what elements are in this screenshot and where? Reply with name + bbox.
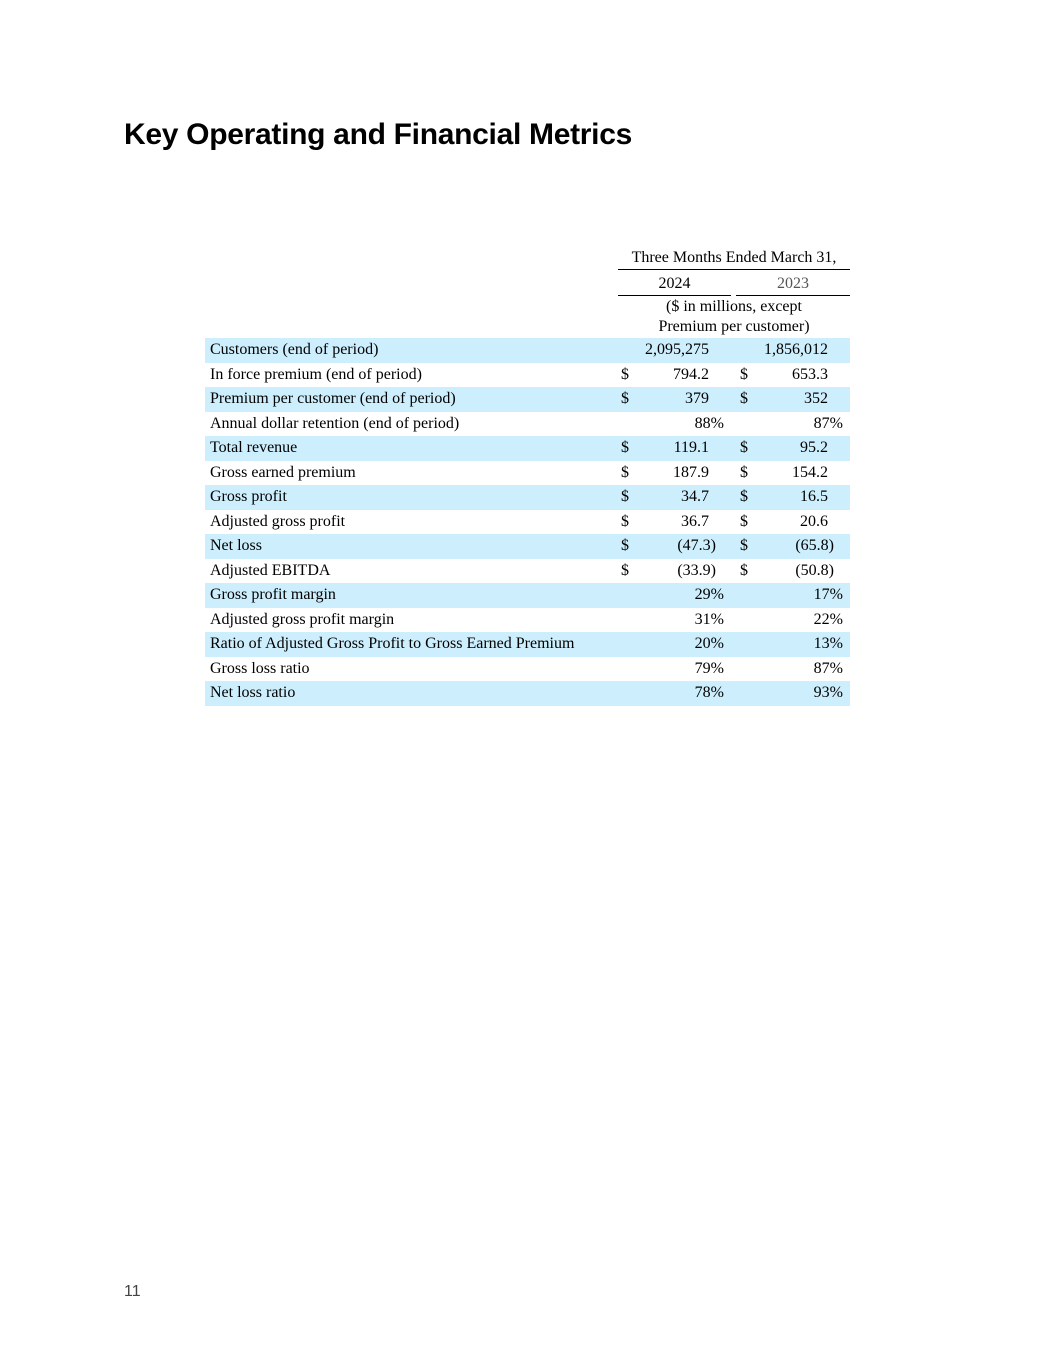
table-row — [205, 681, 850, 706]
currency-2023: $ — [740, 463, 748, 481]
value-2024: (33.9) — [677, 561, 716, 579]
value-2023: 653.3 — [792, 365, 828, 383]
value-2023: 16.5 — [800, 488, 828, 505]
row-label: Customers (end of period) — [210, 341, 379, 358]
table-row — [205, 608, 850, 633]
value-2023: (65.8) — [795, 537, 834, 554]
value-2024: 78% — [694, 684, 724, 701]
table-row — [205, 657, 850, 682]
value-2023: (50.8) — [795, 561, 834, 579]
currency-2024: $ — [621, 488, 629, 505]
value-2023: 154.2 — [792, 463, 828, 481]
value-2024: 79% — [694, 659, 724, 677]
row-label: Total revenue — [210, 439, 298, 456]
value-2024: 2,095,275 — [645, 341, 709, 358]
row-label: Ratio of Adjusted Gross Profit to Gross Earned Premium — [210, 635, 575, 652]
value-2023: 13% — [813, 635, 843, 652]
currency-2024: $ — [621, 365, 629, 383]
value-2023: 87% — [813, 659, 843, 677]
page-title: Key Operating and Financial Metrics — [124, 118, 632, 151]
table-body — [205, 338, 850, 706]
row-label: Adjusted EBITDA — [210, 561, 331, 579]
value-2024: 187.9 — [673, 463, 709, 481]
table-row — [205, 632, 850, 657]
units-note-line-1: ($ in millions, except — [666, 298, 802, 315]
value-2023: 95.2 — [800, 439, 828, 456]
table-row — [205, 485, 850, 510]
value-2024: 379 — [685, 390, 709, 407]
currency-2024: $ — [621, 390, 629, 407]
value-2024: 119.1 — [673, 439, 709, 456]
value-2024: 34.7 — [681, 488, 709, 505]
currency-2023: $ — [740, 561, 748, 579]
value-2024: 88% — [694, 414, 724, 432]
value-2023: 352 — [804, 390, 828, 407]
currency-2024: $ — [621, 463, 629, 481]
value-2023: 22% — [813, 610, 843, 628]
metrics-table — [205, 246, 850, 706]
row-label: Gross profit margin — [210, 586, 336, 603]
currency-2023: $ — [740, 512, 748, 530]
table-row — [205, 461, 850, 486]
value-2024: 36.7 — [681, 512, 709, 530]
currency-2023: $ — [740, 537, 748, 554]
table-row — [205, 436, 850, 461]
currency-2024: $ — [621, 561, 629, 579]
currency-2023: $ — [740, 365, 748, 383]
row-label: Annual dollar retention (end of period) — [210, 414, 460, 432]
value-2024: 20% — [694, 635, 724, 652]
value-2024: 794.2 — [673, 365, 709, 383]
table-row — [205, 338, 850, 363]
table-row — [205, 534, 850, 559]
units-note — [618, 297, 850, 337]
row-label: Gross earned premium — [210, 463, 356, 481]
currency-2024: $ — [621, 512, 629, 530]
table-row — [205, 387, 850, 412]
table-row — [205, 559, 850, 584]
value-2024: (47.3) — [677, 537, 716, 554]
value-2023: 20.6 — [800, 512, 828, 530]
year-column-2023: 2023 — [736, 274, 850, 296]
table-row — [205, 412, 850, 437]
currency-2024: $ — [621, 439, 629, 456]
units-note-line-2: Premium per customer) — [658, 318, 810, 335]
row-label: Gross profit — [210, 488, 287, 505]
value-2023: 93% — [813, 684, 843, 701]
period-header: Three Months Ended March 31, — [618, 248, 850, 270]
table-header — [205, 246, 850, 338]
value-2024: 31% — [694, 610, 724, 628]
currency-2024: $ — [621, 537, 629, 554]
row-label: Premium per customer (end of period) — [210, 390, 456, 407]
table-row — [205, 583, 850, 608]
row-label: Gross loss ratio — [210, 659, 310, 677]
page-number: 11 — [124, 1283, 141, 1300]
value-2023: 1,856,012 — [764, 341, 828, 358]
row-label: Adjusted gross profit margin — [210, 610, 395, 628]
year-column-2024: 2024 — [618, 274, 731, 296]
table-row — [205, 363, 850, 388]
row-label: Net loss — [210, 537, 262, 554]
table-row — [205, 510, 850, 535]
value-2023: 17% — [813, 586, 843, 603]
value-2024: 29% — [694, 586, 724, 603]
value-2023: 87% — [813, 414, 843, 432]
currency-2023: $ — [740, 390, 748, 407]
row-label: Adjusted gross profit — [210, 512, 346, 530]
row-label: In force premium (end of period) — [210, 365, 422, 383]
currency-2023: $ — [740, 488, 748, 505]
row-label: Net loss ratio — [210, 684, 296, 701]
currency-2023: $ — [740, 439, 748, 456]
